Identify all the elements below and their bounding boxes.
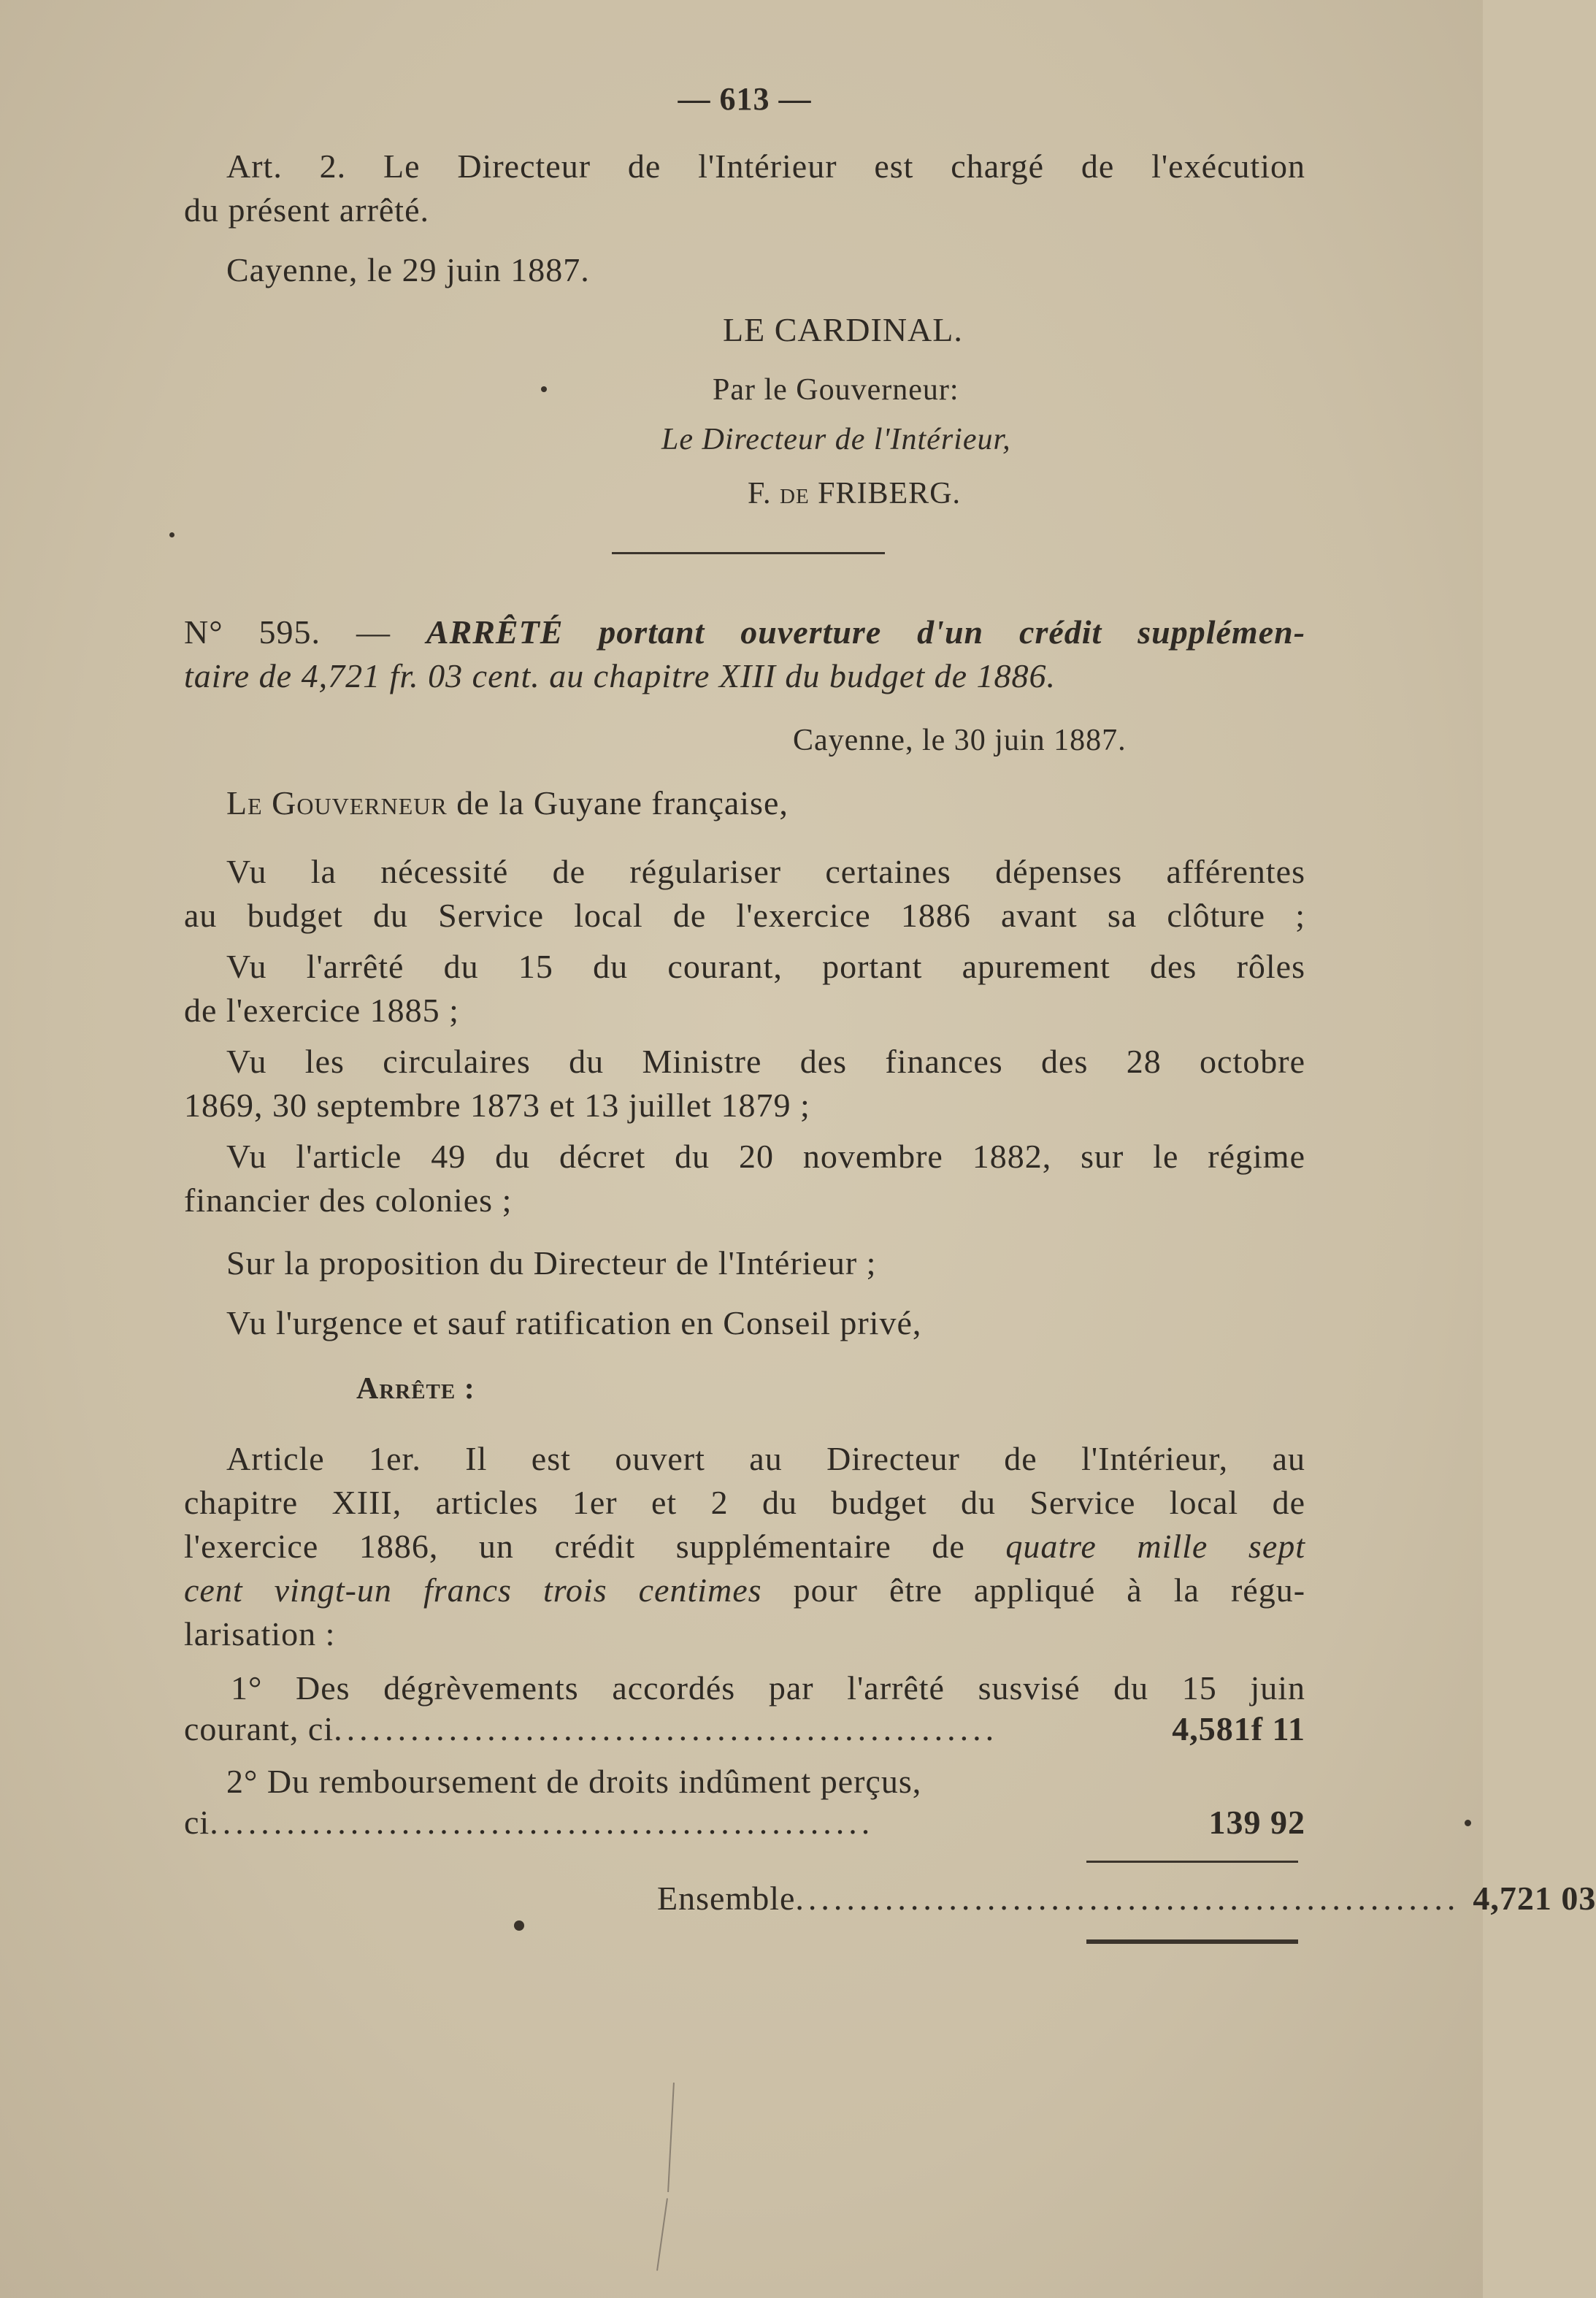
arrete-title-line2: taire de 4,721 fr. 03 cent. au chapitre XIII du budget de 1886. [184, 657, 1056, 694]
vu2-line2: de l'exercice 1885 ; [184, 992, 459, 1029]
item1-line1: 1° Des dégrèvements accordés par l'arrêté susvisé du 15 juin [231, 1669, 1305, 1707]
arrete-title-text: ARRÊTÉ portant ouverture d'un crédit supplémen- [426, 613, 1306, 651]
opening-line [226, 783, 1348, 824]
opening-le: Le [226, 784, 263, 821]
article1-line4 [184, 1570, 1305, 1611]
vu3-line1: Vu les circulaires du Ministre des finances des 28 octobre [226, 1043, 1305, 1080]
signature-by: Par le Gouverneur: [713, 373, 959, 407]
arrete-heading: Arrête : [356, 1372, 475, 1406]
ink-speck [1465, 1820, 1471, 1826]
vu3-line2: 1869, 30 septembre 1873 et 13 juillet 1879 ; [184, 1087, 810, 1124]
article1-line3 [184, 1526, 1305, 1567]
dateline-1: Cayenne, le 29 juin 1887. [226, 251, 590, 288]
item2-label: ci [184, 1804, 210, 1841]
item1-amount: 4,581f 11 [1172, 1710, 1305, 1747]
article1-line1: Article 1er. Il est ouvert au Directeur de l'Intérieur, au [226, 1440, 1305, 1477]
total-line [657, 1878, 1596, 1919]
article1-line2: chapitre XIII, articles 1er et 2 du budget du Service local de [184, 1484, 1305, 1521]
pencil-mark [656, 2198, 668, 2270]
art2-line2: du présent arrêté. [184, 191, 430, 229]
article1-line4-a: cent vingt-un francs trois centimes [184, 1571, 762, 1609]
article1-line3-b: quatre mille sept [1005, 1528, 1306, 1565]
article1-line3-a: l'exercice 1886, un crédit supplémentaire de [184, 1528, 965, 1565]
item2-amount: 139 92 [1208, 1804, 1305, 1841]
total-label: Ensemble [657, 1880, 796, 1917]
ink-speck [514, 1920, 524, 1931]
signature-signer: F. de FRIBERG. [748, 477, 962, 510]
opening-gouverneur: Gouverneur [272, 784, 448, 821]
vu2-line1: Vu l'arrêté du 15 du courant, portant apurement des rôles [226, 948, 1305, 985]
ink-speck [169, 532, 174, 537]
item2-line1: 2° Du remboursement de droits indûment perçus, [226, 1763, 922, 1800]
section-divider [612, 552, 885, 554]
ink-speck [541, 386, 547, 392]
vu4-line2: financier des colonies ; [184, 1181, 513, 1219]
pencil-mark [667, 2083, 675, 2192]
total-rule-bottom [1086, 1939, 1298, 1944]
article1-line5: larisation : [184, 1615, 336, 1652]
item2-leader: .................................................... [210, 1804, 875, 1841]
total-leader: .................................................... [795, 1880, 1460, 1917]
signature-name: LE CARDINAL. [723, 311, 963, 348]
item2-line2 [184, 1802, 1305, 1843]
dateline-2: Cayenne, le 30 juin 1887. [793, 724, 1127, 757]
page-number: — 613 — [678, 81, 812, 117]
total-rule-top [1086, 1861, 1298, 1863]
art2-line1: Art. 2. Le Directeur de l'Intérieur est chargé de l'exécution [226, 148, 1305, 185]
sur-line: Sur la proposition du Directeur de l'Intérieur ; [226, 1244, 877, 1282]
item1-line2 [184, 1709, 1305, 1750]
item1-label: courant, ci [184, 1710, 334, 1747]
article1-line4-b: pour être appliqué à la régu- [793, 1571, 1306, 1609]
total-amount: 4,721 03 [1473, 1880, 1596, 1917]
vu5-line: Vu l'urgence et sauf ratification en Conseil privé, [226, 1304, 922, 1341]
vu1-line1: Vu la nécessité de régulariser certaines dépenses afférentes [226, 853, 1305, 890]
arrete-title-line1 [184, 612, 1305, 653]
signature-role: Le Directeur de l'Intérieur, [661, 423, 1011, 456]
arrete-number: N° 595. — [184, 613, 391, 651]
vu1-line2: au budget du Service local de l'exercice 1886 avant sa clôture ; [184, 897, 1305, 934]
item1-leader: .................................................... [334, 1710, 999, 1747]
opening-rest: de la Guyane française, [456, 784, 789, 821]
vu4-line1: Vu l'article 49 du décret du 20 novembre 1882, sur le régime [226, 1138, 1305, 1175]
